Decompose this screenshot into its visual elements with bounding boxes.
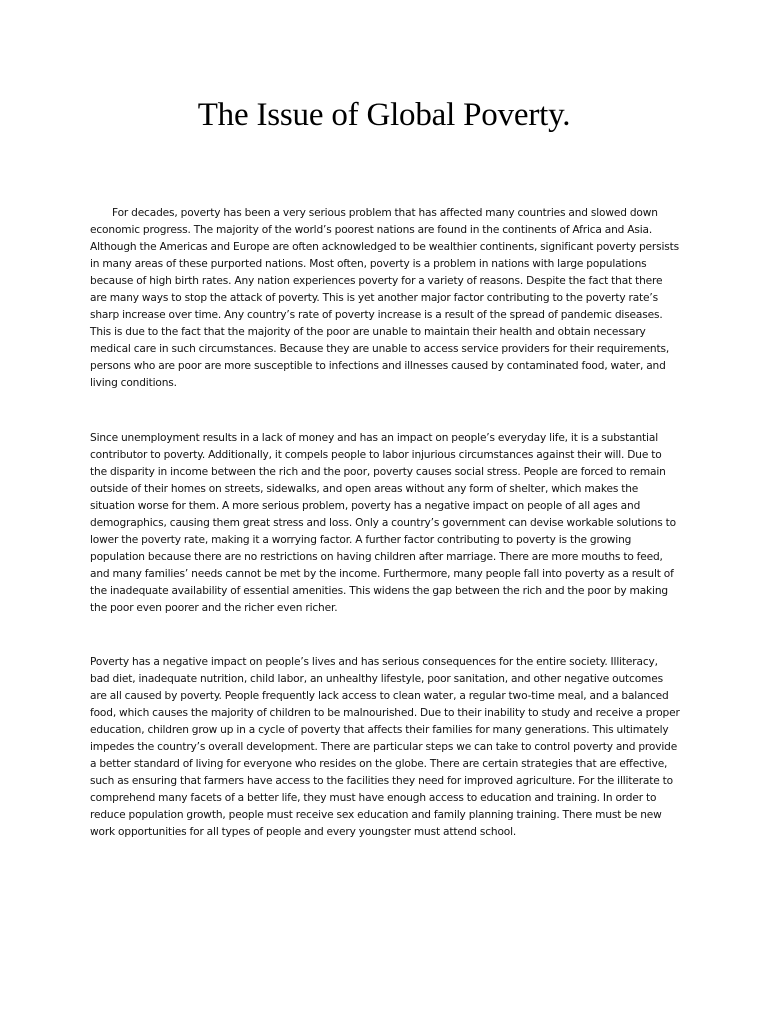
- paragraph-3: Poverty has a negative impact on people’s lives and has serious consequences for the entire society. Illiteracy, bad diet, inadequate nutrition, child labor, an unhealthy lifestyle, poor sanitation, and other negative outcomes are all caused by poverty. People frequently lack access to clean water, a regular two-time meal, and a balanced food, which causes the majority of children to be malnourished. Due to their inability to study and receive a proper education, children grow up in a cycle of poverty that affects their families for many generations. This ultimately impedes the country’s overall development. There are particular steps we can take to control poverty and provide a better standard of living for everyone who resides on the globe. There are certain strategies that are effective, such as ensuring that farmers have access to the facilities they need for improved agriculture. For the illiterate to comprehend many facets of a better life, they must have enough access to education and training. In order to reduce population growth, people must receive sex education and family planning training. There must be new work opportunities for all types of people and every youngster must attend school.: [90, 656, 680, 838]
- paragraph-2: Since unemployment results in a lack of money and has an impact on people’s everyday life, it is a substantial contributor to poverty. Additionally, it compels people to labor injurious circumstances against their will. Due to the disparity in income between the rich and the poor, poverty causes social stress. People are forced to remain outside of their homes on streets, sidewalks, and open areas without any form of shelter, which makes the situation worse for them. A more serious problem, poverty has a negative impact on people of all ages and demographics, causing them great stress and loss. Only a country’s government can devise workable solutions to lower the poverty rate, making it a worrying factor. A further factor contributing to poverty is the growing population because there are no restrictions on having children after marriage. There are more mouths to feed, and many families’ needs cannot be met by the income. Furthermore, many people fall into poverty as a result of the inadequate availability of essential amenities. This widens the gap between the rich and the poor by making the poor even poorer and the richer even richer.: [90, 432, 676, 614]
- paragraph-1: For decades, poverty has been a very serious problem that has affected many countries and slowed down economic progress. The majority of the world’s poorest nations are found in the continents of Africa and Asia. Although the Americas and Europe are often acknowledged to be wealthier continents, significant poverty persists in many areas of these purported nations. Most often, poverty is a problem in nations with large populations because of high birth rates. Any nation experiences poverty for a variety of reasons. Despite the fact that there are many ways to stop the attack of poverty. This is yet another major factor contributing to the poverty rate’s sharp increase over time. Any country’s rate of poverty increase is a result of the spread of pandemic diseases. This is due to the fact that the majority of the poor are unable to maintain their health and obtain necessary medical care in such circumstances. Because they are unable to access service providers for their requirements, persons who are poor are more susceptible to infections and illnesses caused by contaminated food, water, and living conditions.: [90, 207, 680, 389]
- document-title: The Issue of Global Poverty.: [197, 97, 571, 133]
